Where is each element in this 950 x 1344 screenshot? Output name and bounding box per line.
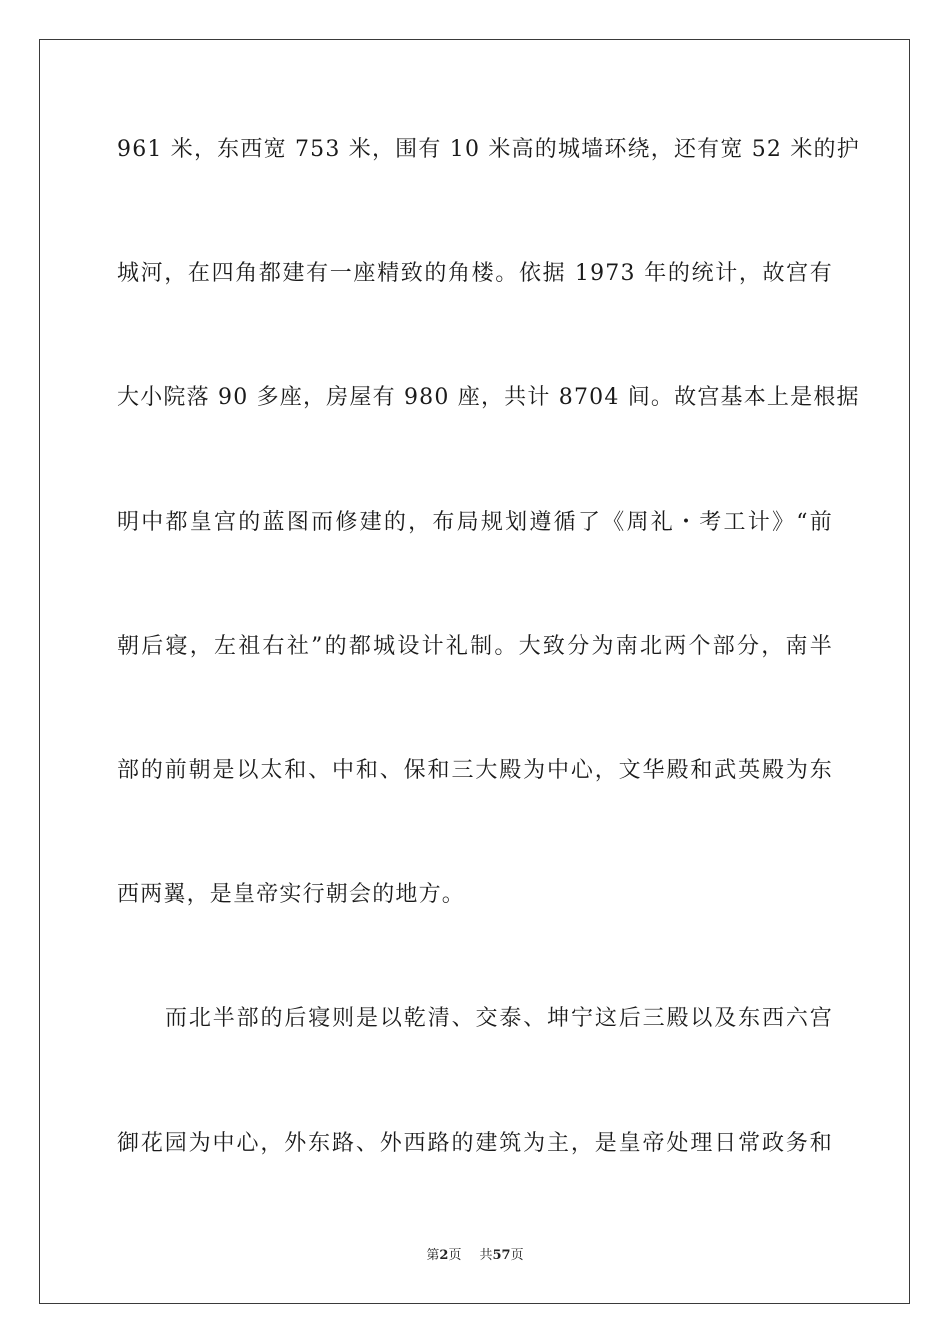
text-line-2: 城河，在四角都建有一座精致的角楼。依据 1973 年的统计，故宫有 [117,261,833,286]
total-pages: 57 [492,1248,511,1263]
page-border [39,39,910,1304]
page-number: 2 [439,1248,449,1263]
total-prefix: 共 [479,1248,493,1263]
text-line-9: 御花园为中心，外东路、外西路的建筑为主，是皇帝处理日常政务和 [117,1131,833,1156]
text-line-5: 朝后寝，左祖右社”的都城设计礼制。大致分为南北两个部分，南半 [117,634,833,659]
text-line-8: 而北半部的后寝则是以乾清、交泰、坤宁这后三殿以及东西六宫 [165,1006,833,1031]
page-footer [0,1247,950,1265]
text-line-7: 西两翼，是皇帝实行朝会的地方。 [117,882,466,907]
text-line-1: 961 米，东西宽 753 米，围有 10 米高的城墙环绕，还有宽 52 米的护 [117,137,860,162]
text-line-6: 部的前朝是以太和、中和、保和三大殿为中心，文华殿和武英殿为东 [117,758,833,783]
page-prefix: 第 [426,1248,440,1263]
text-line-3: 大小院落 90 多座，房屋有 980 座，共计 8704 间。故宫基本上是根据 [117,385,860,410]
text-line-4: 明中都皇宫的蓝图而修建的，布局规划遵循了《周礼・考工计》“前 [117,510,833,535]
page-suffix: 页 [448,1248,462,1263]
total-suffix: 页 [510,1248,524,1263]
